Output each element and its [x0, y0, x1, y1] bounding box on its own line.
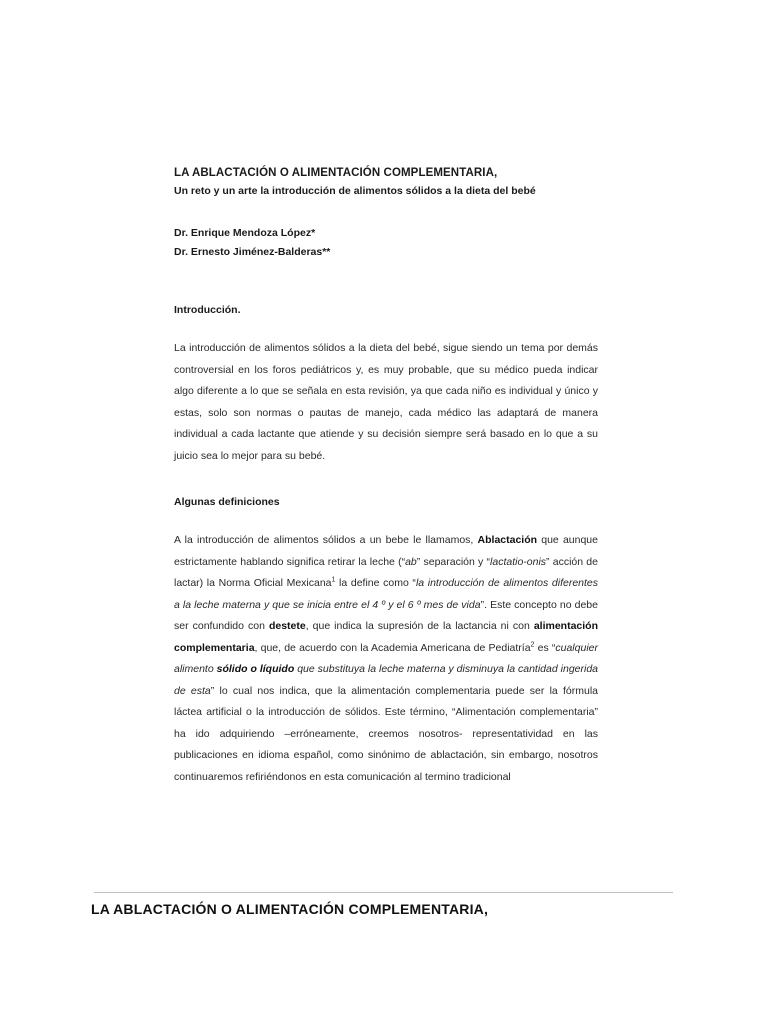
text-run: ” acción de lactar) la Norma Oficial Mexicana [174, 555, 598, 589]
text-run: ” separación y “ [416, 555, 491, 568]
text-run: , que indica la supresión de la lactancia ni con [305, 620, 534, 632]
text-run: es “ [534, 641, 556, 654]
author-list [174, 224, 598, 262]
text-run: , que, de acuerdo con la Academia Americana de Pediatría [254, 641, 531, 654]
author-item: Dr. Enrique Mendoza López* [174, 227, 316, 239]
text-run: ” lo cual nos indica, que la alimentación complementaria puede ser la fórmula láctea artificial o la introducción de sólidos. Este término, “Alimentación complementaria” ha ido adquiriendo –erróneamente, creemos nosotros- representatividad en las publicaciones en idioma español, como sinónimo de ablactación, sin embargo, nosotros continuaremos refiriéndonos en esta comunicación al termino tradicional [174, 684, 598, 783]
definitions-paragraph [174, 530, 598, 788]
term-lactatio: lactatio-onis [490, 555, 547, 568]
section-heading-introduction: Introducción. [174, 304, 241, 316]
footnote-ref-1: 1 [331, 576, 336, 584]
text-run: la define como “ [335, 577, 416, 589]
footer-title: LA ABLACTACIÓN O ALIMENTACIÓN COMPLEMENTARIA, [91, 901, 489, 917]
footer-divider [94, 892, 673, 893]
section-heading-definitions: Algunas definiciones [174, 496, 280, 508]
document-body [174, 165, 598, 788]
footnote-ref-2: 2 [530, 641, 535, 648]
author-item: Dr. Ernesto Jiménez-Balderas** [174, 246, 331, 258]
quoted-definition: cualquier alimento [174, 641, 598, 675]
term-ablactacion: Ablactación [477, 534, 538, 546]
term-solido-liquido: sólido o líquido [216, 663, 295, 675]
text-run: A la introducción de alimentos sólidos a un bebe le llamamos, [174, 534, 478, 546]
quoted-definition: la introducción de alimentos diferentes a la leche materna y que se inicia entre el 4 º y el 6 º mes de vida [174, 577, 599, 611]
text-run: que aunque estrictamente hablando significa retirar la leche (“ [174, 534, 598, 568]
quoted-definition: que substituya la leche materna y disminuya la cantidad ingerida de esta [174, 663, 599, 697]
document-title: LA ABLACTACIÓN O ALIMENTACIÓN COMPLEMENTARIA, [174, 167, 498, 179]
introduction-paragraph: La introducción de alimentos sólidos a la dieta del bebé, sigue siendo un tema por demás controversial en los foros pediátricos y, es muy probable, que su médico pueda indicar algo diferente a lo que se señala en esta revisión, ya que cada niño es individual y único y estas, solo son normas o pautas de manejo, cada médico las adaptará de manera individual a cada lactante que atiende y su decisión siempre será basado en lo que a su juicio sea lo mejor para su bebé. [174, 342, 598, 462]
document-subtitle: Un reto y un arte la introducción de alimentos sólidos a la dieta del bebé [174, 185, 536, 197]
term-ab: ab [405, 555, 417, 568]
term-alimentacion-complementaria: alimentación complementaria [174, 620, 598, 654]
term-destete: destete [268, 620, 306, 632]
text-run: ”. Este concepto no debe ser confundido con [174, 598, 598, 632]
